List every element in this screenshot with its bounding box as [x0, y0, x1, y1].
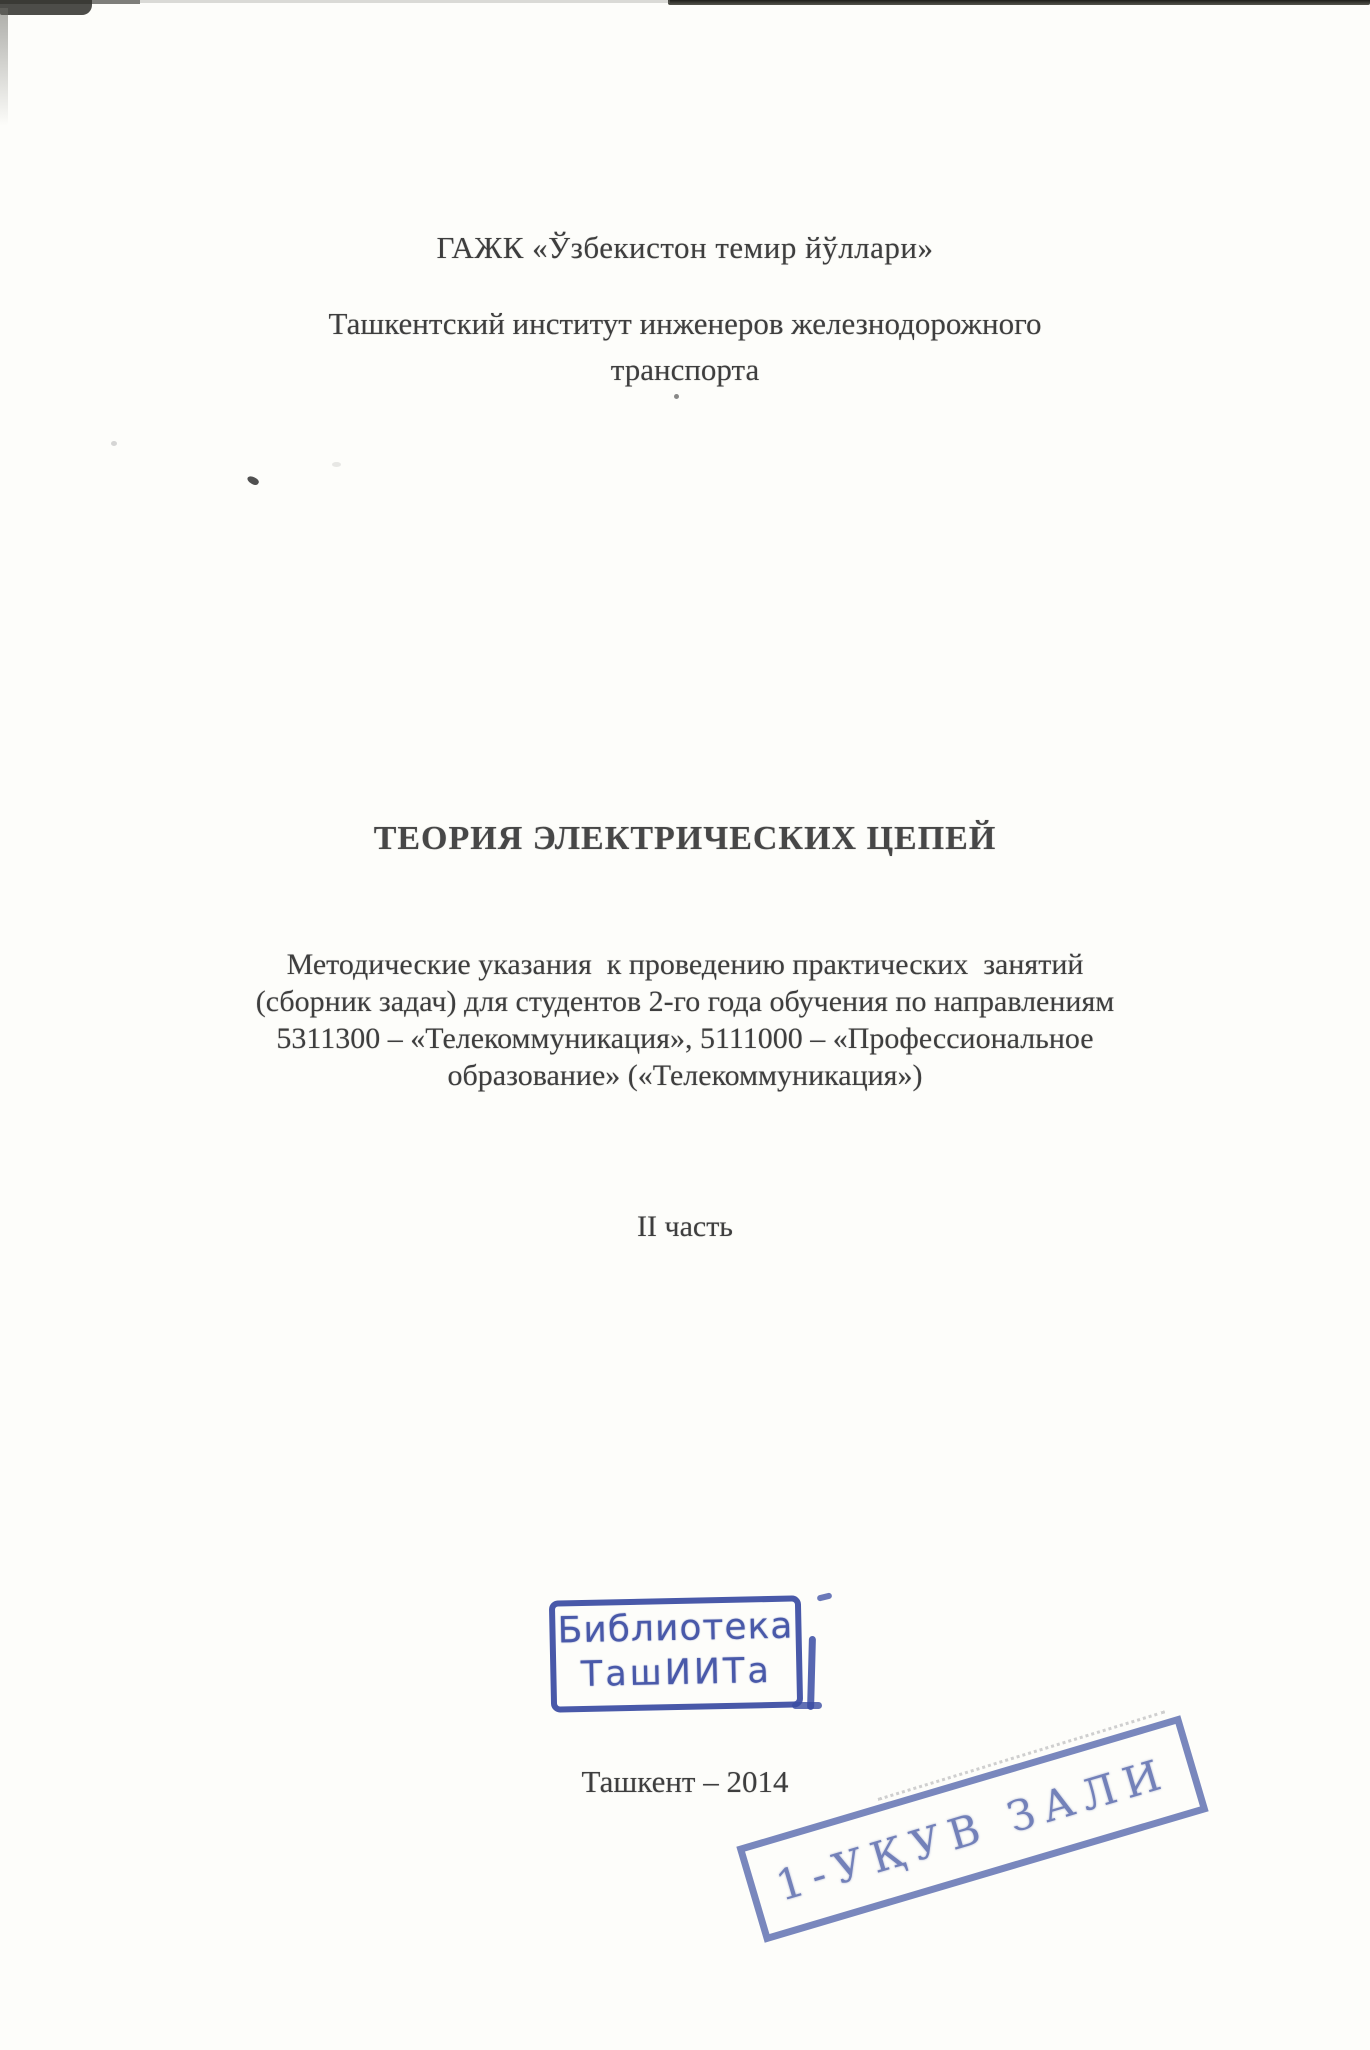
scan-artifact-speck	[111, 441, 117, 446]
subtitle-line: 5311300 – «Телекоммуникация», 5111000 – «Профессиональное	[276, 1022, 1094, 1055]
city-year: Ташкент – 2014	[581, 1764, 789, 1799]
organization-name: ГАЖК «Ўзбекистон темир йўллари»	[436, 230, 934, 265]
library-stamp-line2: ТашИИТа	[580, 1650, 773, 1695]
reading-hall-stamp-label: 1-УҚУВ ЗАЛИ	[770, 1747, 1175, 1911]
library-stamp-ink-mark	[816, 1592, 832, 1601]
scan-artifact-top-edge-middle	[140, 0, 670, 3]
institute-name-line1: Ташкентский институт инженеров железнодорожного	[328, 306, 1042, 341]
book-title: ТЕОРИЯ ЭЛЕКТРИЧЕСКИХ ЦЕПЕЙ	[373, 820, 997, 857]
scan-artifact-top-edge-right	[668, 0, 1370, 5]
scan-artifact-left-smudge	[0, 8, 8, 126]
reading-hall-stamp	[736, 1715, 1208, 1942]
subtitle-line: образование» («Телекоммуникация»)	[447, 1059, 923, 1092]
part-label: II часть	[637, 1210, 733, 1243]
institute-name-line2: транспорта	[610, 352, 760, 387]
library-stamp-ink-stroke	[807, 1636, 816, 1710]
scan-artifact-speck	[246, 474, 260, 486]
scan-artifact-corner-blob	[0, 0, 92, 15]
library-stamp-line1: Библиотека	[557, 1605, 794, 1652]
library-stamp	[549, 1595, 803, 1712]
subtitle-line: Методические указания к проведению практических занятий	[286, 948, 1084, 981]
subtitle-line: (сборник задач) для студентов 2-го года обучения по направлениям	[255, 985, 1115, 1018]
library-stamp-ink-stroke	[792, 1702, 822, 1709]
scan-artifact-speck	[332, 462, 341, 467]
scan-artifact-dot	[674, 394, 679, 399]
